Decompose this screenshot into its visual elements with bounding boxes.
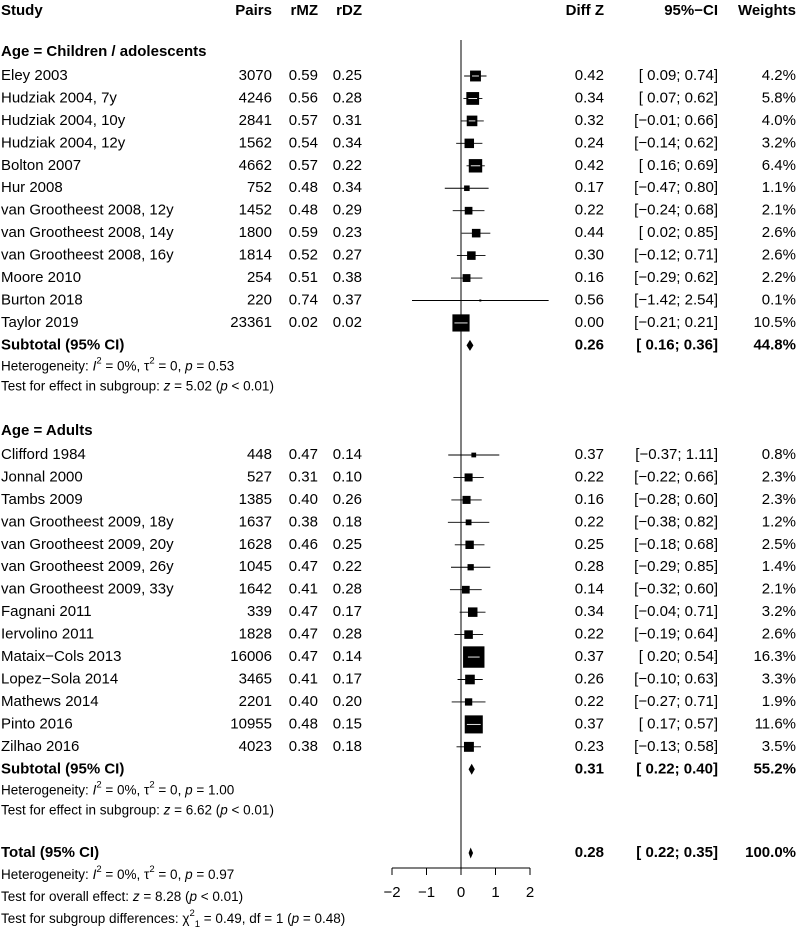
study-rmz: 0.41 bbox=[288, 580, 318, 598]
effect-square bbox=[465, 675, 475, 685]
study-diffz: 0.42 bbox=[574, 66, 604, 84]
effect-square bbox=[468, 564, 474, 570]
study-rmz: 0.59 bbox=[288, 224, 318, 242]
study-name: Hudziak 2004, 12y bbox=[1, 134, 126, 152]
study-pairs: 1814 bbox=[238, 246, 272, 264]
study-diffz: 0.22 bbox=[574, 625, 604, 643]
study-diffz: 0.34 bbox=[574, 603, 604, 621]
x-axis-tick-label: 0 bbox=[456, 883, 466, 901]
study-rmz: 0.57 bbox=[288, 111, 318, 129]
study-name: van Grootheest 2009, 26y bbox=[1, 558, 174, 576]
study-rmz: 0.40 bbox=[288, 692, 318, 710]
effect-square bbox=[465, 207, 473, 215]
study-rdz: 0.38 bbox=[332, 269, 362, 287]
study-name: Zilhao 2016 bbox=[1, 737, 80, 755]
study-diffz: 0.24 bbox=[574, 134, 604, 152]
study-name: Hur 2008 bbox=[1, 179, 63, 197]
study-weight: 2.6% bbox=[761, 246, 796, 264]
study-ci: [ 0.17; 0.57] bbox=[638, 715, 718, 733]
study-diffz: 0.30 bbox=[574, 246, 604, 264]
subtotal-diffz: 0.26 bbox=[574, 336, 604, 354]
study-ci: [−0.29; 0.85] bbox=[634, 558, 718, 576]
study-name: Tambs 2009 bbox=[1, 490, 83, 508]
study-weight: 5.8% bbox=[761, 89, 796, 107]
study-ci: [−0.37; 1.11] bbox=[635, 445, 718, 463]
study-pairs: 220 bbox=[246, 291, 272, 309]
study-rmz: 0.47 bbox=[288, 558, 318, 576]
study-pairs: 527 bbox=[246, 468, 272, 486]
study-rmz: 0.31 bbox=[288, 468, 318, 486]
study-weight: 4.0% bbox=[761, 111, 796, 129]
study-rmz: 0.54 bbox=[288, 134, 318, 152]
study-name: Bolton 2007 bbox=[1, 156, 82, 174]
group-title: Age = Children / adolescents bbox=[1, 42, 207, 60]
study-name: Mataix−Cols 2013 bbox=[1, 648, 122, 666]
study-ci: [ 0.07; 0.62] bbox=[638, 89, 718, 107]
subtotal-diamond bbox=[467, 340, 474, 351]
effect-square bbox=[463, 496, 471, 504]
study-rdz: 0.14 bbox=[332, 445, 362, 463]
study-name: Eley 2003 bbox=[1, 66, 68, 84]
study-pairs: 448 bbox=[246, 445, 272, 463]
heterogeneity-text: Heterogeneity: $I^2 = 0\%$, $\tau^2 = 0$, p = 0.53 bbox=[1, 355, 235, 373]
study-pairs: 4246 bbox=[238, 89, 272, 107]
study-pairs: 1385 bbox=[238, 490, 272, 508]
study-rmz: 0.46 bbox=[288, 535, 318, 553]
effect-square bbox=[471, 453, 476, 458]
header-weights: Weights bbox=[737, 1, 796, 19]
study-rmz: 0.51 bbox=[288, 269, 318, 287]
study-name: van Grootheest 2009, 18y bbox=[1, 513, 174, 531]
total-heterogeneity: Heterogeneity: $I^2 = 0\%$, $\tau^2 = 0$, p = 0.97 bbox=[1, 864, 235, 882]
study-weight: 2.6% bbox=[761, 625, 796, 643]
study-rmz: 0.38 bbox=[288, 513, 318, 531]
study-ci: [−0.29; 0.62] bbox=[634, 269, 718, 287]
subgroup-difference-test: Test for subgroup differences: $\chi^2_1 = 0.49$, df = 1 (p = 0.48) bbox=[1, 908, 346, 931]
study-weight: 1.9% bbox=[761, 692, 796, 710]
study-diffz: 0.32 bbox=[574, 111, 604, 129]
study-diffz: 0.22 bbox=[574, 692, 604, 710]
study-rdz: 0.22 bbox=[332, 156, 362, 174]
effect-square bbox=[463, 274, 471, 282]
study-name: Iervolino 2011 bbox=[1, 625, 95, 643]
x-axis-tick-label: 2 bbox=[525, 883, 535, 901]
effect-square bbox=[462, 586, 470, 594]
study-rmz: 0.40 bbox=[288, 490, 318, 508]
study-rdz: 0.34 bbox=[332, 134, 362, 152]
study-ci: [−0.32; 0.60] bbox=[634, 580, 718, 598]
total-weight: 100.0% bbox=[745, 843, 796, 861]
study-rdz: 0.28 bbox=[332, 580, 362, 598]
study-ci: [−0.04; 0.71] bbox=[634, 603, 718, 621]
study-diffz: 0.22 bbox=[574, 513, 604, 531]
subgroup-effect-test: Test for effect in subgroup: z = 6.62 (p < 0.01) bbox=[1, 801, 274, 817]
study-pairs: 10955 bbox=[230, 715, 272, 733]
study-pairs: 16006 bbox=[230, 648, 272, 666]
study-rmz: 0.52 bbox=[288, 246, 318, 264]
study-diffz: 0.23 bbox=[574, 737, 604, 755]
total-diffz: 0.28 bbox=[574, 843, 604, 861]
subtotal-ci: [ 0.22; 0.40] bbox=[636, 760, 718, 778]
study-rmz: 0.48 bbox=[288, 179, 318, 197]
study-ci: [−0.10; 0.63] bbox=[634, 670, 718, 688]
study-pairs: 1828 bbox=[238, 625, 272, 643]
study-pairs: 3465 bbox=[238, 670, 272, 688]
study-rmz: 0.47 bbox=[288, 648, 318, 666]
study-name: Jonnal 2000 bbox=[1, 468, 83, 486]
study-weight: 11.6% bbox=[754, 715, 796, 733]
study-pairs: 4023 bbox=[238, 737, 272, 755]
study-weight: 1.2% bbox=[761, 513, 796, 531]
study-rmz: 0.02 bbox=[288, 313, 318, 331]
study-diffz: 0.16 bbox=[574, 269, 604, 287]
study-rmz: 0.47 bbox=[288, 445, 318, 463]
study-rdz: 0.18 bbox=[332, 513, 362, 531]
x-axis-tick-label: 1 bbox=[491, 883, 500, 901]
study-pairs: 1637 bbox=[238, 513, 272, 531]
header-diffz: Diff Z bbox=[565, 1, 604, 19]
study-rdz: 0.23 bbox=[332, 224, 362, 242]
header-rmz: rMZ bbox=[290, 1, 318, 19]
study-ci: [−0.14; 0.62] bbox=[634, 134, 718, 152]
study-rdz: 0.31 bbox=[332, 111, 362, 129]
study-pairs: 2201 bbox=[238, 692, 272, 710]
study-rmz: 0.41 bbox=[288, 670, 318, 688]
study-pairs: 1045 bbox=[238, 558, 272, 576]
study-name: van Grootheest 2008, 14y bbox=[1, 224, 174, 242]
study-pairs: 1562 bbox=[238, 134, 272, 152]
study-rdz: 0.18 bbox=[332, 737, 362, 755]
study-pairs: 339 bbox=[246, 603, 272, 621]
study-diffz: 0.14 bbox=[574, 580, 604, 598]
study-rdz: 0.10 bbox=[332, 468, 362, 486]
study-weight: 3.3% bbox=[761, 670, 796, 688]
study-diffz: 0.25 bbox=[574, 535, 604, 553]
effect-square bbox=[468, 607, 477, 616]
study-diffz: 0.16 bbox=[574, 490, 604, 508]
study-diffz: 0.42 bbox=[574, 156, 604, 174]
study-diffz: 0.26 bbox=[574, 670, 604, 688]
study-rmz: 0.38 bbox=[288, 737, 318, 755]
x-axis-tick-label: −2 bbox=[383, 883, 401, 901]
subtotal-ci: [ 0.16; 0.36] bbox=[636, 336, 718, 354]
study-pairs: 4662 bbox=[238, 156, 272, 174]
study-rdz: 0.26 bbox=[332, 490, 362, 508]
total-ci: [ 0.22; 0.35] bbox=[636, 843, 718, 861]
subtotal-weight: 44.8% bbox=[753, 336, 796, 354]
study-ci: [−0.19; 0.64] bbox=[634, 625, 718, 643]
study-rdz: 0.20 bbox=[332, 692, 362, 710]
study-ci: [ 0.02; 0.85] bbox=[638, 224, 718, 242]
study-ci: [ 0.09; 0.74] bbox=[638, 66, 718, 84]
study-rdz: 0.22 bbox=[332, 558, 362, 576]
study-rdz: 0.17 bbox=[332, 670, 362, 688]
study-ci: [ 0.16; 0.69] bbox=[638, 156, 718, 174]
study-weight: 6.4% bbox=[761, 156, 796, 174]
study-diffz: 0.44 bbox=[574, 224, 604, 242]
study-ci: [−0.01; 0.66] bbox=[634, 111, 718, 129]
study-ci: [−0.27; 0.71] bbox=[634, 692, 718, 710]
study-name: Lopez−Sola 2014 bbox=[1, 670, 119, 688]
study-name: van Grootheest 2008, 12y bbox=[1, 201, 174, 219]
study-diffz: 0.28 bbox=[574, 558, 604, 576]
study-weight: 16.3% bbox=[753, 648, 796, 666]
study-weight: 2.3% bbox=[761, 490, 796, 508]
header-study: Study bbox=[1, 1, 43, 19]
group-title: Age = Adults bbox=[1, 421, 93, 439]
header-ci: 95%−CI bbox=[664, 1, 718, 19]
effect-square bbox=[465, 139, 474, 148]
study-weight: 2.5% bbox=[761, 535, 796, 553]
study-weight: 3.5% bbox=[761, 737, 796, 755]
study-name: Hudziak 2004, 10y bbox=[1, 111, 126, 129]
effect-square bbox=[467, 251, 476, 260]
study-weight: 10.5% bbox=[753, 313, 796, 331]
study-weight: 0.8% bbox=[761, 445, 796, 463]
x-axis-tick-label: −1 bbox=[417, 883, 436, 901]
study-name: Moore 2010 bbox=[1, 269, 82, 287]
study-rdz: 0.14 bbox=[332, 648, 362, 666]
effect-square bbox=[465, 698, 472, 705]
study-diffz: 0.37 bbox=[574, 715, 604, 733]
study-ci: [−0.12; 0.71] bbox=[634, 246, 718, 264]
study-rdz: 0.27 bbox=[332, 246, 362, 264]
effect-square bbox=[465, 473, 473, 481]
effect-square bbox=[466, 519, 472, 525]
study-name: van Grootheest 2008, 16y bbox=[1, 246, 174, 264]
study-ci: [−0.13; 0.58] bbox=[634, 737, 718, 755]
study-rmz: 0.47 bbox=[288, 625, 318, 643]
study-rdz: 0.15 bbox=[332, 715, 362, 733]
study-weight: 3.2% bbox=[761, 603, 796, 621]
effect-square bbox=[464, 630, 473, 639]
subtotal-label: Subtotal (95% CI) bbox=[1, 760, 125, 778]
effect-square bbox=[464, 742, 474, 752]
subtotal-label: Subtotal (95% CI) bbox=[1, 336, 125, 354]
subtotal-diffz: 0.31 bbox=[574, 760, 604, 778]
study-ci: [−1.42; 2.54] bbox=[634, 291, 718, 309]
study-rmz: 0.48 bbox=[288, 715, 318, 733]
study-name: Pinto 2016 bbox=[1, 715, 73, 733]
effect-square bbox=[472, 229, 481, 238]
study-ci: [ 0.20; 0.54] bbox=[638, 648, 718, 666]
study-rdz: 0.28 bbox=[332, 625, 362, 643]
study-rmz: 0.57 bbox=[288, 156, 318, 174]
study-ci: [−0.22; 0.66] bbox=[634, 468, 718, 486]
subtotal-diamond bbox=[469, 764, 475, 775]
study-rmz: 0.48 bbox=[288, 201, 318, 219]
header-rdz: rDZ bbox=[336, 1, 362, 19]
study-name: van Grootheest 2009, 20y bbox=[1, 535, 174, 553]
study-diffz: 0.22 bbox=[574, 201, 604, 219]
study-diffz: 0.17 bbox=[574, 179, 604, 197]
effect-square bbox=[465, 541, 473, 549]
study-pairs: 23361 bbox=[230, 313, 272, 331]
header-pairs: Pairs bbox=[235, 1, 272, 19]
effect-square bbox=[464, 185, 470, 191]
study-pairs: 254 bbox=[246, 269, 272, 287]
study-diffz: 0.37 bbox=[574, 445, 604, 463]
study-diffz: 0.22 bbox=[574, 468, 604, 486]
study-rmz: 0.47 bbox=[288, 603, 318, 621]
study-weight: 0.1% bbox=[761, 291, 796, 309]
overall-effect-test: Test for overall effect: z = 8.28 (p < 0.01) bbox=[1, 888, 244, 904]
study-weight: 2.1% bbox=[761, 580, 796, 598]
study-weight: 2.1% bbox=[761, 201, 796, 219]
study-pairs: 3070 bbox=[238, 66, 272, 84]
subtotal-weight: 55.2% bbox=[753, 760, 796, 778]
study-rdz: 0.02 bbox=[332, 313, 362, 331]
subgroup-effect-test: Test for effect in subgroup: z = 5.02 (p < 0.01) bbox=[1, 377, 274, 393]
study-diffz: 0.00 bbox=[574, 313, 604, 331]
study-name: Fagnani 2011 bbox=[1, 603, 92, 621]
study-diffz: 0.34 bbox=[574, 89, 604, 107]
study-rdz: 0.28 bbox=[332, 89, 362, 107]
study-ci: [−0.21; 0.21] bbox=[634, 313, 718, 331]
study-rdz: 0.17 bbox=[332, 603, 362, 621]
study-name: Burton 2018 bbox=[1, 291, 83, 309]
study-pairs: 1452 bbox=[238, 201, 272, 219]
study-weight: 3.2% bbox=[761, 134, 796, 152]
study-name: Mathews 2014 bbox=[1, 692, 99, 710]
study-rmz: 0.59 bbox=[288, 66, 318, 84]
heterogeneity-text: Heterogeneity: $I^2 = 0\%$, $\tau^2 = 0$, p = 1.00 bbox=[1, 779, 235, 797]
study-diffz: 0.37 bbox=[574, 648, 604, 666]
study-weight: 1.4% bbox=[761, 558, 796, 576]
study-rdz: 0.29 bbox=[332, 201, 362, 219]
study-pairs: 1800 bbox=[238, 224, 272, 242]
study-ci: [−0.24; 0.68] bbox=[634, 201, 718, 219]
study-weight: 2.2% bbox=[761, 269, 796, 287]
effect-square bbox=[479, 300, 481, 302]
study-pairs: 2841 bbox=[238, 111, 272, 129]
study-rdz: 0.25 bbox=[332, 535, 362, 553]
study-weight: 1.1% bbox=[761, 179, 796, 197]
study-ci: [−0.38; 0.82] bbox=[634, 513, 718, 531]
study-ci: [−0.28; 0.60] bbox=[634, 490, 718, 508]
study-weight: 4.2% bbox=[761, 66, 796, 84]
study-rdz: 0.34 bbox=[332, 179, 362, 197]
study-rdz: 0.37 bbox=[332, 291, 362, 309]
study-weight: 2.6% bbox=[761, 224, 796, 242]
study-name: Clifford 1984 bbox=[1, 445, 86, 463]
study-rdz: 0.25 bbox=[332, 66, 362, 84]
study-weight: 2.3% bbox=[761, 468, 796, 486]
study-pairs: 1642 bbox=[238, 580, 272, 598]
study-diffz: 0.56 bbox=[574, 291, 604, 309]
study-ci: [−0.47; 0.80] bbox=[634, 179, 718, 197]
study-name: Hudziak 2004, 7y bbox=[1, 89, 117, 107]
study-rmz: 0.56 bbox=[288, 89, 318, 107]
total-diamond bbox=[469, 848, 473, 859]
study-name: Taylor 2019 bbox=[1, 313, 79, 331]
study-pairs: 1628 bbox=[238, 535, 272, 553]
study-name: van Grootheest 2009, 33y bbox=[1, 580, 174, 598]
study-rmz: 0.74 bbox=[288, 291, 318, 309]
study-ci: [−0.18; 0.68] bbox=[634, 535, 718, 553]
total-label: Total (95% CI) bbox=[1, 843, 100, 861]
study-pairs: 752 bbox=[246, 179, 272, 197]
